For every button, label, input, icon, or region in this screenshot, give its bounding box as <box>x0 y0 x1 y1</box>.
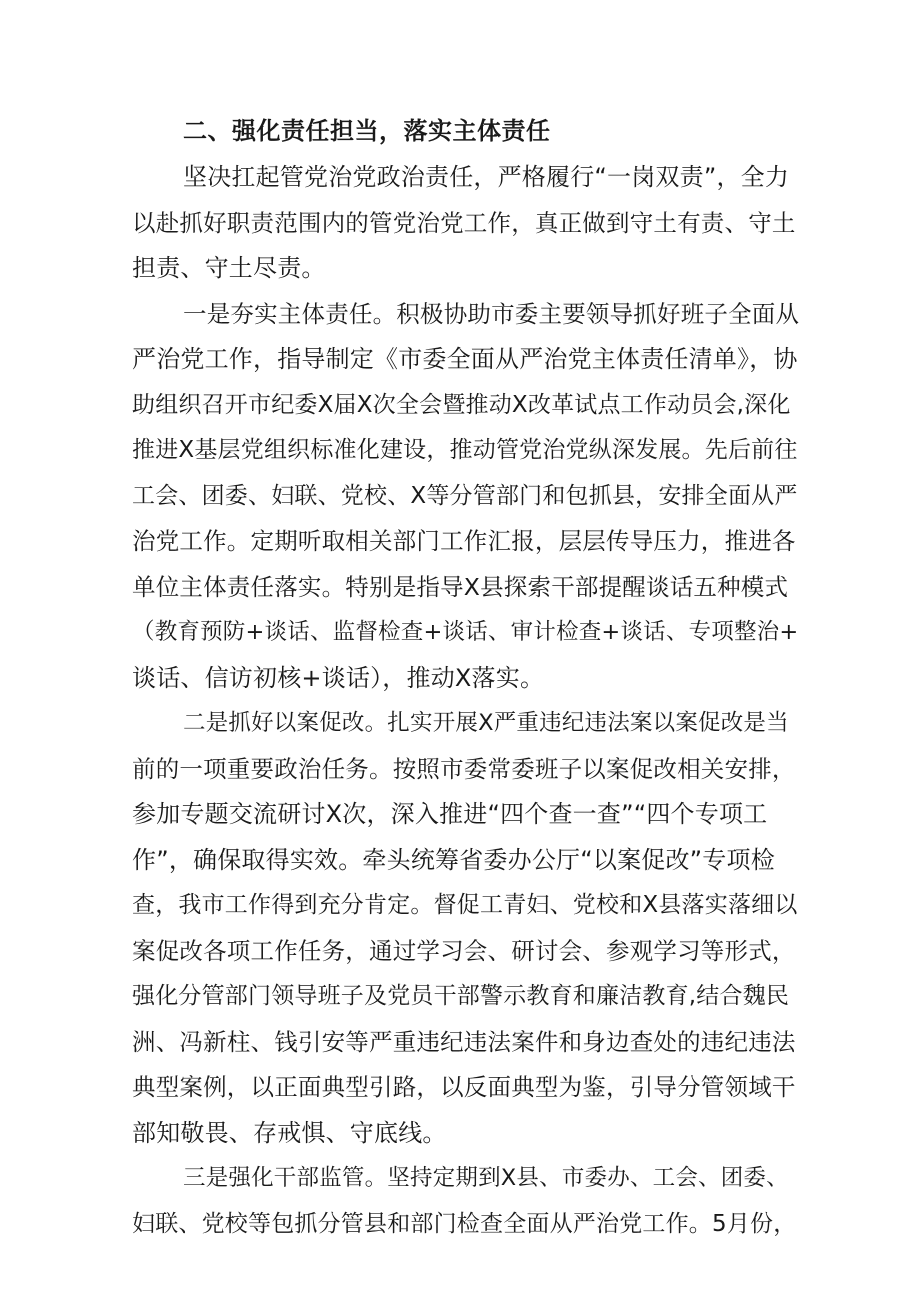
paragraph-line: 坚决扛起管党治党政治责任，严格履行“一岗双责”，全力 <box>183 163 790 191</box>
paragraph-line: 治党工作。定期听取相关部门工作汇报，层层传导压力，推进各 <box>132 527 796 555</box>
paragraph-line: 洲、冯新柱、钱引安等严重违纪违法案件和身边查处的违纪违法 <box>132 1028 796 1056</box>
paragraph-line: 查，我市工作得到充分肯定。督促工青妇、党校和X县落实落细以 <box>132 892 798 918</box>
paragraph-line: 案促改各项工作任务，通过学习会、研讨会、参观学习等形式， <box>132 937 796 965</box>
paragraph-line: 三是强化干部监管。坚持定期到X县、市委办、工会、团委、 <box>183 1165 789 1191</box>
paragraph-line: 单位主体责任落实。特别是指导X县探索干部提醒谈话五种模式 <box>132 573 789 601</box>
paragraph-line: 二是抓好以案促改。扎实开展X严重违纪违法案以案促改是当 <box>183 710 789 736</box>
paragraph-line: 强化分管部门领导班子及党员干部警示教育和廉洁教育,结合魏民 <box>132 983 790 1009</box>
paragraph-line: 前的一项重要政治任务。按照市委常委班子以案促改相关安排， <box>132 755 796 783</box>
paragraph-line: （教育预防+谈话、监督检查+谈话、审计检查+谈话、专项整治+ <box>132 619 799 645</box>
paragraph-line: 部知敬畏、存戒惧、守底线。 <box>132 1119 447 1147</box>
paragraph-line: 典型案例，以正面典型引路，以反面典型为鉴，引导分管领域干 <box>132 1073 796 1101</box>
paragraph-line: 作”，确保取得实效。牵头统筹省委办公厅“以案促改”专项检 <box>132 846 775 874</box>
paragraph-line: 以赴抓好职责范围内的管党治党工作，真正做到守土有责、守土 <box>132 209 796 237</box>
paragraph-line: 参加专题交流研讨X次，深入推进“四个查一查”“四个专项工 <box>132 800 768 828</box>
paragraph-line: 担责、守土尽责。 <box>132 254 326 282</box>
paragraph-line: 推进X基层党组织标准化建设，推动管党治党纵深发展。先后前往 <box>132 437 798 463</box>
paragraph-line: 谈话、信访初核+谈话），推动X落实。 <box>132 664 545 692</box>
paragraph-line: 工会、团委、妇联、党校、X等分管部门和包抓县，安排全面从严 <box>132 483 798 509</box>
section-heading: 二、强化责任担当，落实主体责任 <box>183 117 551 145</box>
paragraph-line: 一是夯实主体责任。积极协助市委主要领导抓好班子全面从 <box>183 300 800 328</box>
paragraph-line: 严治党工作，指导制定《市委全面从严治党主体责任清单》，协 <box>132 345 798 373</box>
paragraph-line: 妇联、党校等包抓分管县和部门检查全面从严治党工作。5月份， <box>132 1211 797 1237</box>
paragraph-line: 助组织召开市纪委X届X次全会暨推动X改革试点工作动员会,深化 <box>132 392 791 418</box>
